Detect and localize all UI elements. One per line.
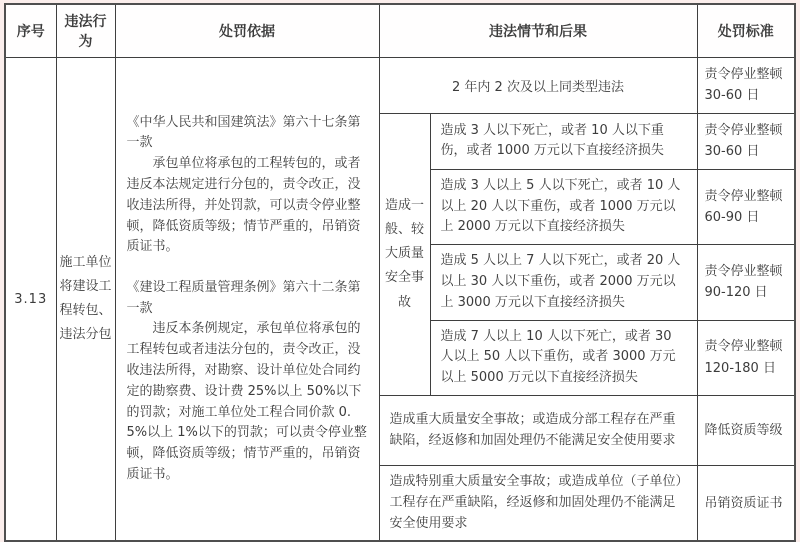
penalty-cell: 降低资质等级: [697, 396, 795, 466]
header-serial: 序号: [5, 4, 56, 58]
header-violation: 违法行为: [56, 4, 115, 58]
circumstance-cell: 造成 7 人以上 10 人以下死亡，或者 30 人以上 50 人以下重伤，或者 3000 万元以上 5000 万元以下直接经济损失: [430, 320, 697, 395]
basis-law2-title: 《建设工程质量管理条例》第六十二条第一款: [126, 279, 361, 316]
circumstance-cell: 造成特别重大质量安全事故；或造成单位（子单位）工程存在严重缺陷，经返修和加固处理仍不能满足安全使用要求: [379, 466, 697, 542]
penalty-cell: 责令停业整顿 30-60 日: [697, 58, 795, 114]
circumstance-cell: 造成 3 人以下死亡，或者 10 人以下重伤，或者 1000 万元以下直接经济损失: [430, 113, 697, 169]
case-row-1: [5, 58, 795, 114]
basis-law1-body: 承包单位将承包的工程转包的，或者违反本法规定进行分包的，责令改正，没收违法所得，并处罚款，可以责令停业整顿，降低资质等级；情节严重的，吊销资质证书。: [126, 156, 361, 255]
circumstance-cell: 2 年内 2 次及以上同类型违法: [379, 58, 697, 114]
penalty-table: [4, 3, 796, 542]
penalty-cell: 责令停业整顿 30-60 日: [697, 113, 795, 169]
accident-group-label-cell: 造成一般、较大质量安全事故: [379, 113, 430, 395]
header-basis: 处罚依据: [115, 4, 379, 58]
circumstance-cell: 造成 3 人以上 5 人以下死亡，或者 10 人以上 20 人以下重伤，或者 1000 万元以上 2000 万元以下直接经济损失: [430, 169, 697, 244]
basis-law1-title: 《中华人民共和国建筑法》第六十七条第一款: [126, 114, 361, 151]
header-standard: 处罚标准: [697, 4, 795, 58]
table-header-row: [5, 4, 795, 58]
penalty-cell: 吊销资质证书: [697, 466, 795, 542]
serial-cell: 3.13: [5, 58, 56, 542]
penalty-cell: 责令停业整顿 60-90 日: [697, 169, 795, 244]
circumstance-cell: 造成重大质量安全事故；或造成分部工程存在严重缺陷，经返修和加固处理仍不能满足安全使用要求: [379, 396, 697, 466]
header-circumstance: 违法情节和后果: [379, 4, 697, 58]
basis-law2-body: 违反本条例规定，承包单位将承包的工程转包或者违法分包的，责令改正，没收违法所得，对勘察、设计单位处合同约定的勘察费、设计费 25%以上 50%以下的罚款；对施工单位处工程合同价款 0.5%以上 1%以下的罚款；可以责令停业整顿，降低资质等级；情节严重的，吊销资质证书。: [126, 321, 367, 482]
basis-cell: [115, 58, 379, 542]
penalty-cell: 责令停业整顿 90-120 日: [697, 245, 795, 320]
violation-cell: 施工单位将建设工程转包、违法分包: [56, 58, 115, 542]
penalty-cell: 责令停业整顿 120-180 日: [697, 320, 795, 395]
circumstance-cell: 造成 5 人以上 7 人以下死亡，或者 20 人以上 30 人以下重伤，或者 2000 万元以上 3000 万元以下直接经济损失: [430, 245, 697, 320]
